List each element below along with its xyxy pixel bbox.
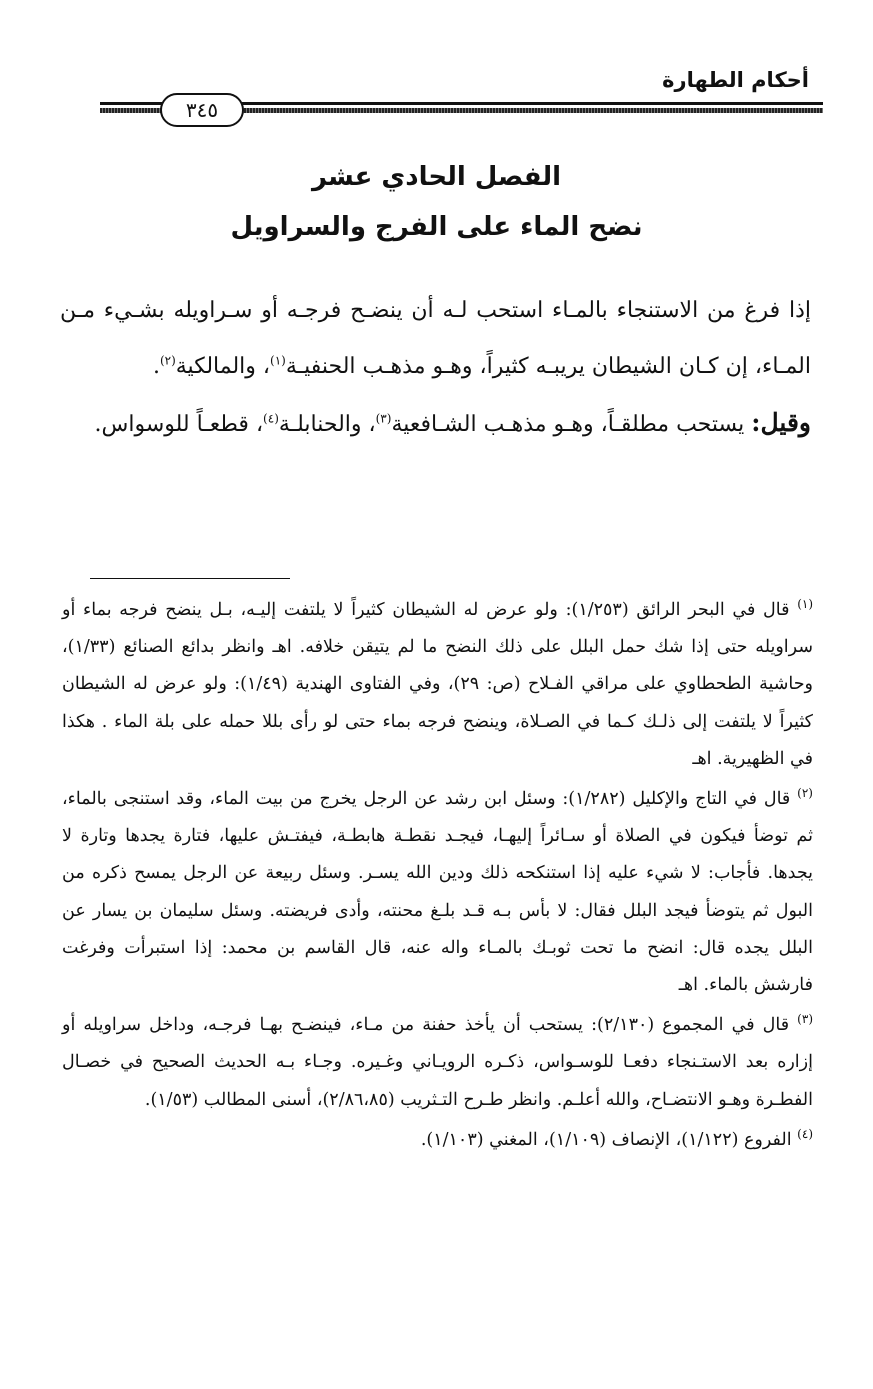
- paragraph-1-mid: ، والمالكية: [175, 354, 271, 379]
- footnote-ref-3[interactable]: (٣): [375, 411, 392, 426]
- footnote-1: [62, 592, 813, 778]
- footnote-text: الفروع (١/١٢٢)، الإنصاف (١/١٠٩)، المغني (١/١٠٣).: [420, 1129, 792, 1150]
- footnote-marker: (٢): [797, 786, 813, 801]
- paragraph-2-mid: ، والحنابلـة: [278, 412, 376, 437]
- footnote-3: [62, 1007, 813, 1119]
- section-title: نضح الماء على الفرج والسراويل: [230, 212, 643, 242]
- paragraph-2-text: يستحب مطلقـاً، وهـو مذهـب الشـافعية: [391, 412, 752, 437]
- running-title: أحكام الطهارة: [662, 68, 809, 92]
- footnote-text: قال في المجموع (٢/١٣٠): يستحب أن يأخذ حفنة من مـاء، فينضـح بهـا فرجـه، وداخل سراويله أو إزاره بعد الاستـنجاء دفعـا للوسـواس، ذكـره الرويـاني وغـيره. وجـاء بـه الحديث الصحيح في خصـال الفطـرة وهـو الانتضـاح، والله أعلـم. وانظر طـرح التـثريب (٢/٨٦،٨٥)، أسنى المطالب (١/٥٣).: [62, 1015, 813, 1110]
- footnote-ref-1[interactable]: (١): [270, 353, 286, 368]
- footnote-4: [62, 1122, 813, 1159]
- paragraph-1-text: إذا فرغ من الاستنجاء بالمـاء استحب لـه أن ينضـح فرجـه أو سـراويله بشـيء مـن المـاء، إن كـان الشيطان يريبـه كثيراً، وهـو مذهـب الحنفيـة: [60, 298, 811, 379]
- footnote-text: قال في البحر الرائق (١/٢٥٣): ولو عرض له الشيطان كثيراً لا يلتفت إليـه، بـل ينضح فرجه بماء أو سراويله حتى إذا شك حمل البلل على ذلك النضح ما لم يتيقن خلافه. اهـ وانظر بدائع الصنائع (١/٣٣)، وحاشية الطحطاوي على مراقي الفـلاح (ص: ٢٩)، وفي الفتاوى الهندية (١/٤٩): ولو عرض له الشيطان كثيراً لا يلتفت إلى ذلـك كـما في الصـلاة، وينضح فرجه بماء حتى لو رأى بللا حمله على بلة الماء . هكذا في الظهيرية. اهـ: [62, 600, 813, 769]
- paragraph-2: [60, 395, 811, 453]
- footnotes: [62, 592, 813, 1162]
- footnote-2: [62, 781, 813, 1004]
- footnote-separator: [90, 578, 290, 579]
- paragraph-1-end: .: [152, 354, 160, 379]
- main-text: [60, 283, 811, 453]
- footnote-marker: (٤): [797, 1127, 813, 1142]
- footnote-marker: (٣): [797, 1012, 813, 1027]
- footnote-ref-2[interactable]: (٢): [159, 353, 176, 368]
- chapter-title: الفصل الحادي عشر: [311, 162, 562, 192]
- footnote-marker: (١): [797, 597, 814, 612]
- paragraph-2-lead: وقيل:: [751, 408, 811, 437]
- footnote-text: قال في التاج والإكليل (١/٢٨٢): وسئل ابن رشد عن الرجل يخرج من بيت الماء، وقد استنجى بالماء، ثم توضأ فيكون في الصلاة أو سـائراً إليهـا، فيجـد نقطـة هابطـة، فيفتـش عليها، فتارة يجدها وتارة لا يجدها. فأجاب: لا شيء عليه إذا استنكحه ذلك ودين الله يسـر. وسئل ربيعة عن الرجل يمسح ذكره من البول ثم يتوضأ فيجد البلل فقال: لا بأس بـه قـد بلـغ محنته، وأدى فريضته. وسئل سليمان بن يسار عن البلل يجده قال: انضح ما تحت ثوبـك بالمـاء واله عنه، قال القاسم بن محمد: إذا استبرأت وفرغت فارشش بالماء. اهـ: [62, 789, 813, 996]
- paragraph-1: [60, 283, 811, 395]
- page-number: ٣٤٥: [160, 93, 244, 127]
- paragraph-2-end: ، قطعـاً للوسواس.: [94, 412, 264, 437]
- footnote-ref-4[interactable]: (٤): [263, 411, 279, 426]
